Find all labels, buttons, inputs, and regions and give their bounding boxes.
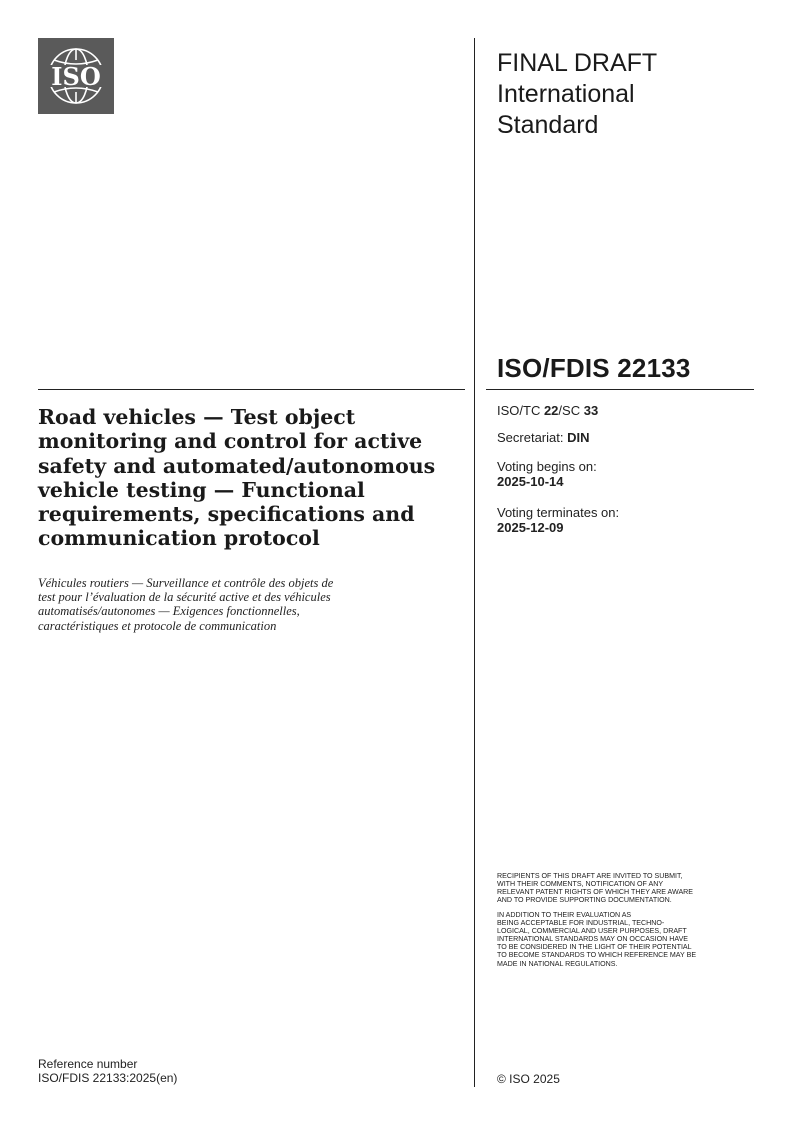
document-number: ISO/FDIS 22133: [497, 353, 691, 383]
document-stage: [497, 48, 747, 141]
vertical-divider: [474, 38, 475, 1087]
stage-line-3: Standard: [497, 111, 599, 139]
stage-line-2: International: [497, 80, 635, 108]
horizontal-divider-right: [486, 389, 754, 390]
iso-logo: [38, 38, 114, 114]
copyright: © ISO 2025: [497, 1072, 560, 1086]
evaluation-notice: IN ADDITION TO THEIR EVALUATION AS BEING ACCEPTABLE FOR INDUSTRIAL, TECHNO- LOGICAL, COMMERCIAL AND USER PURPOSES, DRAFT INTERNATIONAL STANDARDS MAY ON OCCASION HAVE TO BE CONSIDERED IN THE LIGHT OF THEIR POTENTIAL TO BECOME STANDARDS TO WHICH REFERENCE MAY BE MADE IN NATIONAL REGULATIONS.: [497, 911, 697, 968]
french-title: Véhicules routiers — Surveillance et contrôle des objets de test pour l’évaluation de la sécurité active et des véhicules automatisés/autonomes — Exigences fonctionnelles, caractéristiques et protocole de communication: [38, 576, 334, 633]
svg-text:ISO: ISO: [51, 62, 101, 91]
stage-line-1: FINAL DRAFT: [497, 49, 658, 77]
voting-terminates: Voting terminates on: 2025-12-09: [497, 505, 620, 535]
secretariat: Secretariat: DIN: [497, 430, 590, 445]
committee: ISO/TC 22/SC 33: [497, 403, 599, 418]
voting-begins: Voting begins on: 2025-10-14: [497, 459, 597, 489]
horizontal-divider-left: [38, 389, 465, 390]
reference-number: Reference number ISO/FDIS 22133:2025(en): [38, 1057, 178, 1085]
patent-notice: RECIPIENTS OF THIS DRAFT ARE INVITED TO SUBMIT, WITH THEIR COMMENTS, NOTIFICATION OF ANY RELEVANT PATENT RIGHTS OF WHICH THEY ARE AWARE AND TO PROVIDE SUPPORTING DOCUMENTATION.: [497, 872, 694, 905]
document-title: Road vehicles — Test object monitoring and control for active safety and automated/autonomous vehicle testing — Functional requirements, specifications and communication protocol: [38, 405, 436, 551]
globe-icon: [38, 38, 114, 114]
